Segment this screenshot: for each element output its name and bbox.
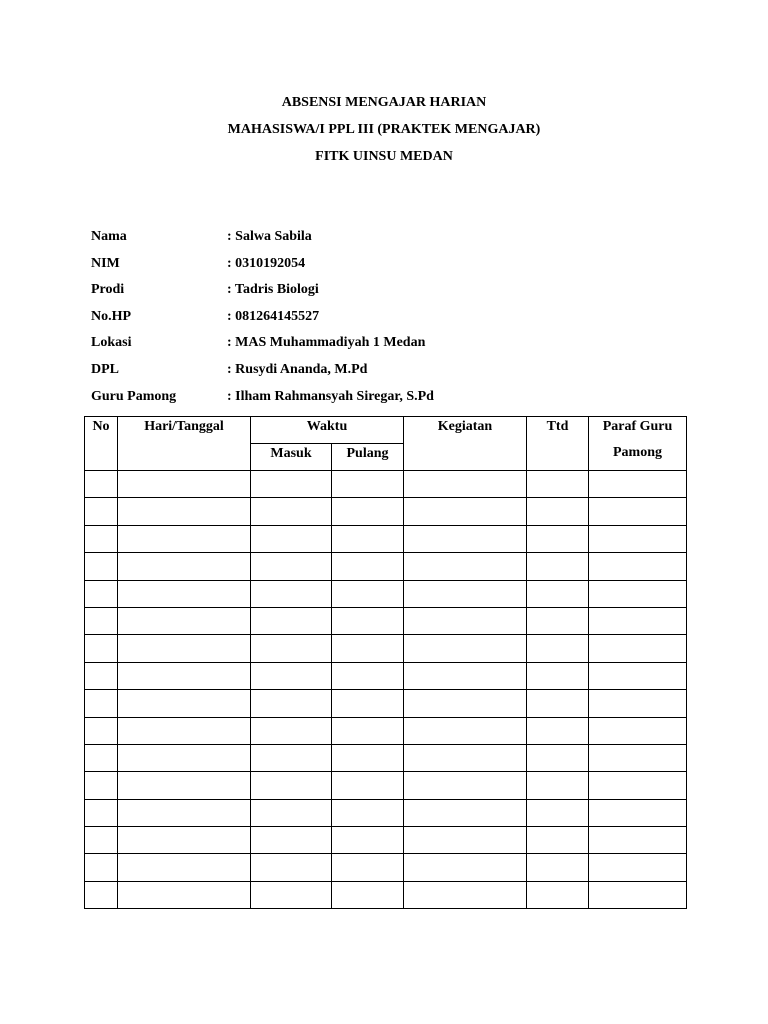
table-cell <box>527 553 589 580</box>
table-cell <box>589 827 687 854</box>
table-cell <box>332 799 404 826</box>
table-row <box>85 662 687 689</box>
table-cell <box>118 744 251 771</box>
table-cell <box>589 717 687 744</box>
table-cell <box>251 635 332 662</box>
table-cell <box>404 498 527 525</box>
table-cell <box>404 881 527 908</box>
table-cell <box>251 690 332 717</box>
table-cell <box>589 690 687 717</box>
header-mentor-initials: Paraf Guru Pamong <box>589 417 687 471</box>
table-cell <box>251 662 332 689</box>
table-cell <box>404 662 527 689</box>
table-cell <box>527 854 589 881</box>
table-cell <box>85 498 118 525</box>
table-cell <box>251 525 332 552</box>
table-row <box>85 553 687 580</box>
table-cell <box>85 827 118 854</box>
table-cell <box>527 635 589 662</box>
table-cell <box>589 772 687 799</box>
table-cell <box>332 635 404 662</box>
table-cell <box>251 854 332 881</box>
table-row <box>85 607 687 634</box>
info-label: No.HP <box>91 309 132 324</box>
table-cell <box>527 772 589 799</box>
table-row <box>85 881 687 908</box>
info-label: DPL <box>91 362 119 377</box>
table-cell <box>251 498 332 525</box>
table-cell <box>332 498 404 525</box>
table-cell <box>589 553 687 580</box>
table-cell <box>118 717 251 744</box>
table-cell <box>589 635 687 662</box>
table-cell <box>118 635 251 662</box>
table-cell <box>527 744 589 771</box>
table-cell <box>404 580 527 607</box>
table-cell <box>527 498 589 525</box>
table-cell <box>527 827 589 854</box>
table-row <box>85 498 687 525</box>
info-value: : Salwa Sabila <box>227 228 312 246</box>
table-cell <box>404 772 527 799</box>
table-cell <box>589 580 687 607</box>
table-cell <box>589 799 687 826</box>
info-label: Nama <box>91 229 127 244</box>
table-row <box>85 744 687 771</box>
table-cell <box>404 744 527 771</box>
table-cell <box>527 580 589 607</box>
table-cell <box>118 854 251 881</box>
table-cell <box>118 525 251 552</box>
header-signature: Ttd <box>527 417 589 471</box>
table-cell <box>332 881 404 908</box>
table-cell <box>85 881 118 908</box>
table-cell <box>404 854 527 881</box>
table-cell <box>118 498 251 525</box>
info-label: Lokasi <box>91 335 132 350</box>
table-cell <box>118 827 251 854</box>
title-line-1: ABSENSI MENGAJAR HARIAN <box>281 95 487 110</box>
table-cell <box>332 553 404 580</box>
table-cell <box>251 580 332 607</box>
table-cell <box>251 744 332 771</box>
table-cell <box>527 881 589 908</box>
table-cell <box>85 471 118 498</box>
table-cell <box>85 662 118 689</box>
table-cell <box>527 662 589 689</box>
table-row <box>85 717 687 744</box>
header-no: No <box>85 417 118 471</box>
table-cell <box>332 744 404 771</box>
table-cell <box>527 717 589 744</box>
table-cell <box>332 471 404 498</box>
table-row <box>85 772 687 799</box>
table-row <box>85 580 687 607</box>
table-cell <box>404 471 527 498</box>
table-cell <box>589 607 687 634</box>
table-cell <box>118 881 251 908</box>
info-value: : MAS Muhammadiyah 1 Medan <box>227 334 425 352</box>
header-date: Hari/Tanggal <box>118 417 251 471</box>
table-cell <box>85 744 118 771</box>
table-cell <box>118 553 251 580</box>
title-line-2: MAHASISWA/I PPL III (PRAKTEK MENGAJAR) <box>227 122 541 137</box>
info-label: Prodi <box>91 282 125 297</box>
table-cell <box>332 607 404 634</box>
table-cell <box>251 799 332 826</box>
table-cell <box>589 881 687 908</box>
info-label: NIM <box>91 256 120 271</box>
table-cell <box>85 635 118 662</box>
table-cell <box>118 690 251 717</box>
info-label: Guru Pamong <box>91 389 177 404</box>
table-cell <box>118 799 251 826</box>
table-cell <box>589 471 687 498</box>
header-activity: Kegiatan <box>404 417 527 471</box>
table-row <box>85 471 687 498</box>
title-line-3: FITK UINSU MEDAN <box>315 149 453 164</box>
info-value: : Ilham Rahmansyah Siregar, S.Pd <box>227 388 434 406</box>
table-cell <box>85 854 118 881</box>
table-cell <box>527 607 589 634</box>
table-cell <box>251 717 332 744</box>
table-cell <box>589 525 687 552</box>
info-value: : Rusydi Ananda, M.Pd <box>227 361 367 379</box>
table-cell <box>332 854 404 881</box>
table-cell <box>332 580 404 607</box>
header-time: Waktu <box>251 417 404 444</box>
table-cell <box>85 607 118 634</box>
table-cell <box>332 772 404 799</box>
table-cell <box>404 553 527 580</box>
table-cell <box>527 471 589 498</box>
info-value: : 0310192054 <box>227 255 305 273</box>
table-row <box>85 854 687 881</box>
table-cell <box>527 799 589 826</box>
table-cell <box>118 607 251 634</box>
table-cell <box>332 690 404 717</box>
table-row <box>85 799 687 826</box>
table-cell <box>404 635 527 662</box>
table-cell <box>589 662 687 689</box>
table-cell <box>85 553 118 580</box>
info-value: : Tadris Biologi <box>227 281 319 299</box>
table-cell <box>527 690 589 717</box>
table-cell <box>85 772 118 799</box>
table-cell <box>251 827 332 854</box>
table-cell <box>85 799 118 826</box>
table-cell <box>404 525 527 552</box>
table-cell <box>527 525 589 552</box>
table-body <box>85 471 687 909</box>
table-cell <box>118 471 251 498</box>
table-cell <box>332 827 404 854</box>
table-cell <box>251 772 332 799</box>
table-cell <box>85 525 118 552</box>
table-cell <box>118 662 251 689</box>
table-cell <box>251 607 332 634</box>
table-cell <box>85 690 118 717</box>
attendance-table <box>84 416 687 909</box>
table-cell <box>404 690 527 717</box>
table-cell <box>251 553 332 580</box>
table-row <box>85 827 687 854</box>
info-value: : 081264145527 <box>227 308 319 326</box>
table-cell <box>85 580 118 607</box>
table-cell <box>332 717 404 744</box>
table-cell <box>589 744 687 771</box>
table-cell <box>332 662 404 689</box>
table-cell <box>332 525 404 552</box>
table-cell <box>118 772 251 799</box>
table-cell <box>404 827 527 854</box>
table-row <box>85 635 687 662</box>
table-cell <box>251 471 332 498</box>
header-time-out: Pulang <box>332 444 404 471</box>
table-cell <box>404 607 527 634</box>
table-cell <box>404 799 527 826</box>
table-cell <box>251 881 332 908</box>
table-cell <box>85 717 118 744</box>
header-time-in: Masuk <box>251 444 332 471</box>
table-cell <box>118 580 251 607</box>
table-cell <box>589 498 687 525</box>
table-row <box>85 690 687 717</box>
table-header-row <box>85 417 687 444</box>
table-row <box>85 525 687 552</box>
table-cell <box>589 854 687 881</box>
table-cell <box>404 717 527 744</box>
